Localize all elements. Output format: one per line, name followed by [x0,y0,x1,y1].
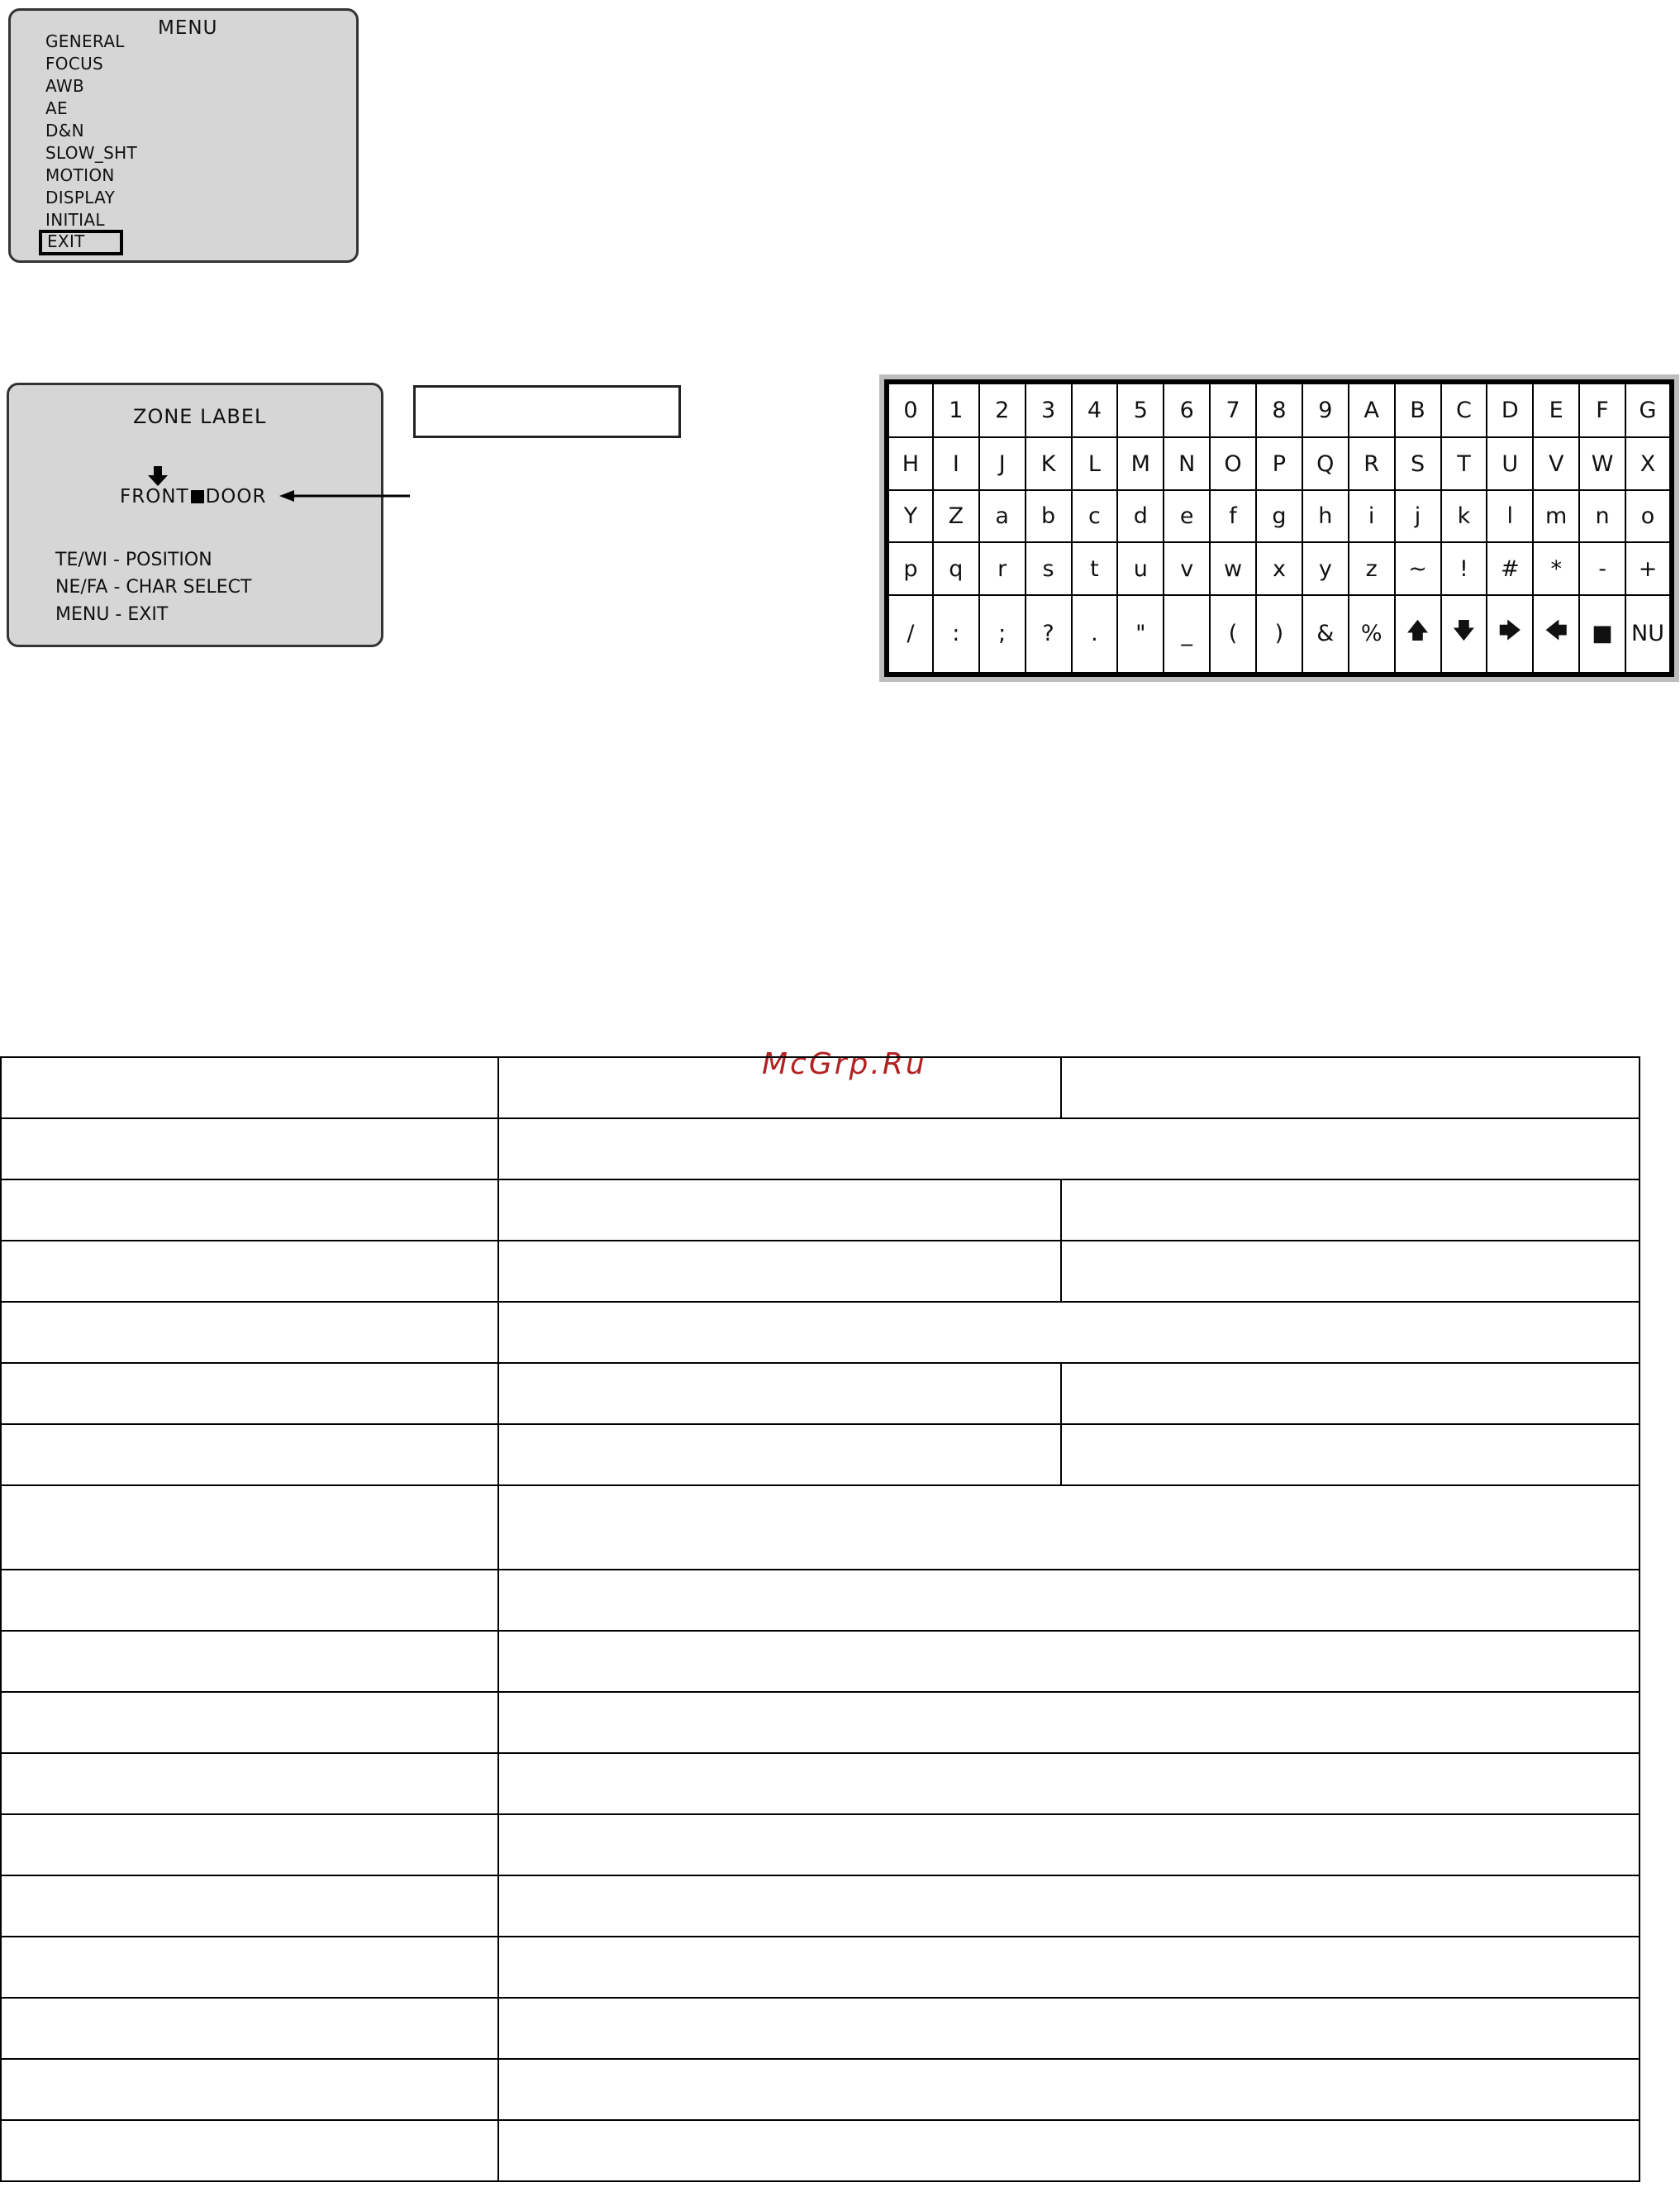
character-cell[interactable]: F [1579,382,1625,437]
character-cell[interactable]: I [933,437,979,489]
menu-item-dn[interactable]: D&N [45,121,84,141]
table-row [1,1570,1640,1631]
menu-item-focus[interactable]: FOCUS [45,54,104,74]
zone-label-value-left: FRONT [120,486,189,507]
table-cell [1061,1179,1640,1241]
menu-item-exit[interactable]: EXIT [39,230,123,255]
character-cell[interactable]: u [1117,542,1164,594]
character-cell[interactable]: Z [933,490,979,542]
table-cell [498,1241,1061,1302]
table-row [1,2120,1640,2181]
help-line-char-select: NE/FA - CHAR SELECT [55,577,252,598]
table-cell [498,1179,1061,1241]
table-cell [498,1875,1640,1937]
character-cell[interactable]: E [1533,382,1579,437]
character-cell[interactable]: q [933,542,979,594]
character-cell[interactable]: ) [1256,595,1302,674]
character-cell[interactable]: S [1395,437,1441,489]
table-cell [498,1814,1640,1875]
character-cell[interactable]: B [1395,382,1441,437]
arrow-down-icon [146,465,169,488]
character-cell[interactable]: k [1441,490,1487,542]
character-cell[interactable]: 8 [1256,382,1302,437]
character-cell[interactable]: ( [1210,595,1256,674]
character-cell[interactable]: i [1349,490,1395,542]
character-cell[interactable]: 🡆 [1487,595,1533,674]
spec-table [0,1056,1640,2182]
character-cell[interactable]: 1 [933,382,979,437]
character-cell[interactable]: _ [1164,595,1210,674]
table-row [1,1118,1640,1179]
character-cell[interactable]: C [1441,382,1487,437]
table-cell [1,1814,498,1875]
character-cell[interactable]: p [887,542,933,594]
table-cell [1,1057,498,1118]
character-row [887,437,1672,489]
table-cell [1061,1241,1640,1302]
character-cell[interactable]: d [1117,490,1164,542]
character-cell[interactable]: L [1072,437,1118,489]
character-grid [879,374,1679,682]
character-cell[interactable]: : [933,595,979,674]
table-row [1,1631,1640,1692]
table-cell [1,1485,498,1570]
menu-item-awb[interactable]: AWB [45,76,84,96]
character-cell[interactable]: & [1302,595,1349,674]
character-cell[interactable]: * [1533,542,1579,594]
menu-item-motion[interactable]: MOTION [45,165,115,185]
table-cell [1,1179,498,1241]
table-cell [1,1118,498,1179]
character-cell[interactable]: NU [1625,595,1672,674]
character-cell[interactable]: l [1487,490,1533,542]
table-cell [1,1998,498,2059]
table-cell [498,1485,1640,1570]
character-cell[interactable]: ■ [1579,595,1625,674]
table-cell [498,1363,1061,1424]
table-row [1,1753,1640,1814]
character-cell[interactable]: U [1487,437,1533,489]
character-cell[interactable]: o [1625,490,1672,542]
character-cell[interactable]: + [1625,542,1672,594]
menu-item-initial[interactable]: INITIAL [45,210,105,230]
table-cell [498,1753,1640,1814]
menu-item-slow-sht[interactable]: SLOW_SHT [45,143,137,163]
character-cell[interactable]: 🡇 [1441,595,1487,674]
table-cell [1,1302,498,1363]
character-cell[interactable]: W [1579,437,1625,489]
character-row [887,595,1672,674]
zone-label-value [120,486,266,507]
table-cell [1,1753,498,1814]
character-cell[interactable]: ~ [1395,542,1441,594]
table-cell [1,1424,498,1485]
character-cell[interactable]: b [1026,490,1072,542]
menu-title: MENU [158,17,218,39]
character-cell[interactable]: J [979,437,1026,489]
cursor-block-icon [191,490,204,503]
table-row [1,1875,1640,1937]
menu-item-general[interactable]: GENERAL [45,31,125,51]
character-cell[interactable]: T [1441,437,1487,489]
character-cell[interactable]: V [1533,437,1579,489]
character-cell[interactable]: c [1072,490,1118,542]
table-cell [498,1424,1061,1485]
table-row [1,2059,1640,2120]
table-row [1,1057,1640,1118]
table-row [1,1363,1640,1424]
table-row [1,1998,1640,2059]
character-cell[interactable]: 3 [1026,382,1072,437]
character-cell[interactable]: ? [1026,595,1072,674]
table-cell [498,1631,1640,1692]
character-cell[interactable]: g [1256,490,1302,542]
character-cell[interactable]: r [979,542,1026,594]
character-cell[interactable]: y [1302,542,1349,594]
character-cell[interactable]: N [1164,437,1210,489]
character-cell[interactable]: 🡅 [1395,595,1441,674]
table-row [1,1179,1640,1241]
character-cell[interactable]: Y [887,490,933,542]
table-cell [1,1692,498,1753]
character-cell[interactable]: m [1533,490,1579,542]
table-cell [498,1937,1640,1998]
character-cell[interactable]: # [1487,542,1533,594]
character-cell[interactable]: G [1625,382,1672,437]
table-row [1,1692,1640,1753]
character-cell[interactable]: v [1164,542,1210,594]
character-cell[interactable]: 5 [1117,382,1164,437]
character-row [887,542,1672,594]
table-cell [1,1241,498,1302]
zone-label-panel [7,383,383,647]
table-cell [498,1118,1640,1179]
watermark: McGrp.Ru [762,1047,927,1081]
help-line-exit: MENU - EXIT [55,604,169,625]
character-cell[interactable]: j [1395,490,1441,542]
menu-list [45,31,137,255]
table-cell [1061,1057,1640,1118]
character-cell[interactable]: f [1210,490,1256,542]
character-row [887,382,1672,437]
table-cell [1,1570,498,1631]
character-cell[interactable]: a [979,490,1026,542]
character-cell[interactable]: / [887,595,933,674]
character-cell[interactable]: " [1117,595,1164,674]
zone-label-title: ZONE LABEL [133,405,267,428]
table-cell [1,1937,498,1998]
character-cell[interactable]: 2 [979,382,1026,437]
menu-item-display[interactable]: DISPLAY [45,188,116,207]
character-cell[interactable]: s [1026,542,1072,594]
table-cell [1,1875,498,1937]
callout-pointer-arrow-icon [279,488,412,504]
character-row [887,490,1672,542]
table-cell [1,1631,498,1692]
table-row [1,1937,1640,1998]
osd-menu-panel [8,8,359,263]
character-cell[interactable]: % [1349,595,1395,674]
character-cell[interactable]: z [1349,542,1395,594]
character-cell[interactable]: 0 [887,382,933,437]
table-cell [1061,1424,1640,1485]
table-cell [1,2120,498,2181]
character-cell[interactable]: ! [1441,542,1487,594]
character-cell[interactable]: 6 [1164,382,1210,437]
table-row [1,1814,1640,1875]
table-cell [498,2059,1640,2120]
table-row [1,1424,1640,1485]
character-cell[interactable]: n [1579,490,1625,542]
character-cell[interactable]: O [1210,437,1256,489]
character-table [884,379,1674,677]
character-cell[interactable]: Q [1302,437,1349,489]
character-cell[interactable]: w [1210,542,1256,594]
character-cell[interactable]: h [1302,490,1349,542]
character-cell[interactable]: e [1164,490,1210,542]
character-cell[interactable]: 4 [1072,382,1118,437]
character-cell[interactable]: A [1349,382,1395,437]
help-line-position: TE/WI - POSITION [55,550,212,570]
table-cell [498,1998,1640,2059]
table-row [1,1241,1640,1302]
character-cell[interactable]: 7 [1210,382,1256,437]
table-cell [498,1570,1640,1631]
character-cell[interactable]: K [1026,437,1072,489]
table-cell [498,1692,1640,1753]
callout-box [413,385,681,438]
character-cell[interactable]: M [1117,437,1164,489]
table-cell [498,1057,1061,1118]
character-cell[interactable]: t [1072,542,1118,594]
character-cell[interactable]: P [1256,437,1302,489]
table-row [1,1485,1640,1570]
character-cell[interactable]: 9 [1302,382,1349,437]
character-cell[interactable]: . [1072,595,1118,674]
character-cell[interactable]: D [1487,382,1533,437]
character-cell[interactable]: - [1579,542,1625,594]
character-cell[interactable]: 🡄 [1533,595,1579,674]
zone-label-help [55,546,251,628]
table-cell [1061,1363,1640,1424]
character-cell[interactable]: X [1625,437,1672,489]
character-cell[interactable]: x [1256,542,1302,594]
character-cell[interactable]: H [887,437,933,489]
character-cell[interactable]: R [1349,437,1395,489]
table-cell [498,2120,1640,2181]
table-row [1,1302,1640,1363]
table-cell [498,1302,1640,1363]
table-cell [1,1363,498,1424]
zone-label-value-right: DOOR [205,486,267,507]
table-cell [1,2059,498,2120]
character-cell[interactable]: ; [979,595,1026,674]
menu-item-ae[interactable]: AE [45,98,68,118]
